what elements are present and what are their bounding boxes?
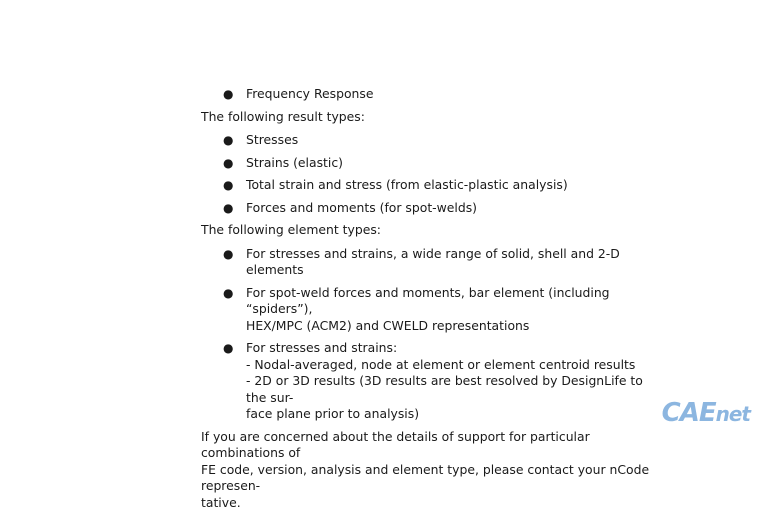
bullet-icon: ●	[223, 87, 234, 101]
paragraph-element-types: The following element types:	[201, 222, 381, 237]
bullet-list-analysis	[201, 86, 651, 103]
bullet-list-result-types	[201, 132, 651, 216]
bullet-icon: ●	[223, 246, 234, 261]
bullet-icon: ●	[223, 341, 234, 355]
bullet-icon: ●	[223, 200, 234, 215]
list-item: ● Strains (elastic)	[223, 154, 343, 170]
list-item: ● For stresses and strains: - Nodal-averaged, node at element or element centroid results - 2D or 3D results (3D results are best resolved by DesignLife to the sur- face plane prior to analysis)	[223, 340, 643, 421]
bullet-icon: ●	[223, 178, 234, 192]
list-item: ● For spot-weld forces and moments, bar element (including “spiders”), HEX/MPC (ACM2) and CWELD representations	[223, 284, 610, 333]
paragraph-result-types: The following result types:	[201, 108, 365, 124]
bullet-list-element-types	[201, 246, 651, 423]
caenet-watermark-logo: CAEnet	[661, 398, 750, 428]
list-item: ● Forces and moments (for spot-welds)	[223, 199, 478, 215]
list-item: ● Total strain and stress (from elastic-plastic analysis)	[223, 177, 568, 192]
bullet-icon: ●	[223, 133, 234, 147]
document-body	[201, 86, 651, 518]
list-item: ● For stresses and strains, a wide range of solid, shell and 2-D elements	[223, 245, 620, 277]
bullet-icon: ●	[223, 285, 234, 300]
paragraph-support-note: If you are concerned about the details of support for particular combinations of FE code, version, analysis and element type, please contact your nCode represen- tative.	[201, 428, 650, 510]
list-item: ● Stresses	[223, 132, 299, 147]
bullet-icon: ●	[223, 155, 234, 170]
list-item: ● Frequency Response	[223, 86, 374, 101]
